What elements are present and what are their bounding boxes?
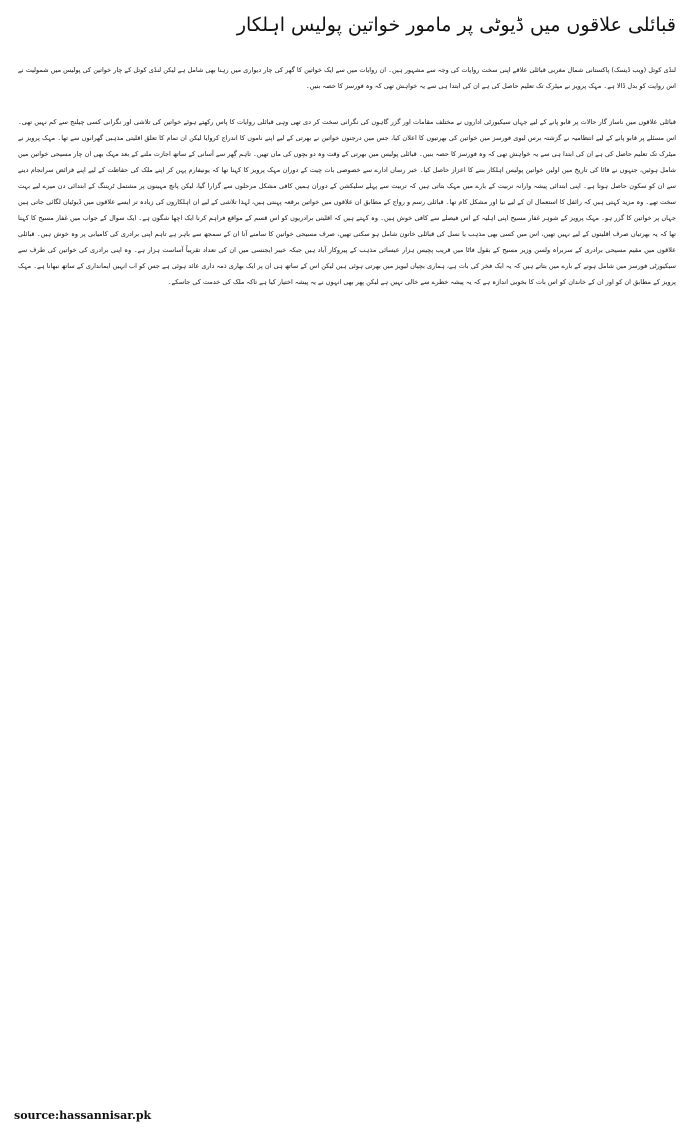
source-credit: source:hassannisar.pk: [14, 1109, 152, 1122]
article-paragraph-intro: لنڈی کوتل (ویب ڈیسک) پاکستانی شمال مغربی قبائلی علاقے اپنی سخت روایات کی وجہ سے مشہور ہیں۔ ان روایات میں سے ایک خواتین کا گھر کی چار دیواری میں رہنا بھی شامل ہے لیکن لنڈی کوتل کے چار خواتین کی پولیس میں شمولیت نے اس روایت کو بدل ڈالا ہے۔ مہک پرویز نے میٹرک تک تعلیم حاصل کی ہے ان کی ابتدا ہی سے یہ خواہش تھی کہ وہ فورسز کا حصہ بنیں۔: [18, 66, 676, 90]
article-title: قبائلی علاقوں میں ڈیوٹی پر مامور خواتین پولیس اہلکار: [236, 14, 676, 36]
article-paragraph-body: قبائلی علاقوں میں ناساز گار حالات پر قابو پانے کے لیے جہاں سیکیورٹی اداروں نے مختلف مقامات اور گزر گاہوں کی نگرانی سخت کر دی تھی وہی قبائلی روایات کا پاس رکھتے ہوئے خواتین کی تلاشی اور نگرانی کسی چیلنج سے کم نہیں تھی۔ اس مسئلے پر قابو پانے کے لیے انتظامیہ نے گزشتہ برس لیوی فورسز میں خواتین کی بھرتیوں کا اعلان کیا، جس میں درجنوں خواتین نے بھرتی کے لیے اپنے ناموں کا اندراج کروایا لیکن ان تمام کا تعلق اقلیتی مذہبی گھرانوں سے تھا۔ مہک پرویز نے میٹرک تک تعلیم حاصل کی ہے ان کی ابتدا ہی سے یہ خواہش تھی کہ وہ فورسز کا حصہ بنیں۔ قبائلی پولیس میں بھرتی کے وقت وہ دو بچوں کی ماں تھیں۔ تاہم گھر سے آسانی کے ساتھ اجازت ملنے کے بعد مہک بھی ان چار مسیحی خواتین میں شامل ہوئیں، جنہوں نے فاٹا کی تاریخ میں اولین خواتین پولیس اہلکار بننے کا اعزاز حاصل کیا۔ خبر رساں ادارے سے خصوصی بات چیت کے دوران مہک پرویز کا کہنا تھا کہ یونیفارم پہن کر اپنے ملک کی حفاظت کے لیے اپنے فرائض سرانجام دینے سے ان کو سکون حاصل ہوتا ہے۔ اپنی ابتدائی پیشہ وارانہ تربیت کے بارے میں مہک بتاتی ہیں کہ تربیت سے پہلے سلیکشن کے دوران ہمیں کافی مشکل مرحلوں سے گزارا گیا، لیکن پانچ مہینوں پر مشتمل ٹریننگ کے ابتدائی دن میرے لیے بہت سخت تھے۔ وہ مزید کہتی ہیں کہ رائفل کا استعمال ان کے لیے نیا اور مشکل کام تھا۔ قبائلی رسم و رواج کے مطابق ان علاقوں میں خواتین برقعہ پہنتی ہیں، لہذا تلاشی کے لیے ان اہلکاروں کی زیادہ تر ایسے علاقوں میں ڈیوٹیاں لگائی جاتی ہیں جہاں پر خواتین کا گزر ہو۔ مہک پرویز کے شوہر غفار مسیح اپنی اہلیہ کے اس فیصلے سے کافی خوش ہیں۔ وہ کہتے ہیں کہ اقلیتی برادریوں کو اس قسم کے مواقع فراہم کرنا ایک اچھا شگون ہے۔ ایک سوال کے جواب میں غفار مسیح کا کہنا تھا کہ یہ بھرتیاں صرف اقلیتوں کے لیے نہیں تھیں، اس میں کسی بھی مذہب یا نسل کی قبائلی خاتون شامل ہو سکتی تھیں، صرف مسیحی خواتین کا سامنے آنا ان کے سمجھ سے باہر ہے تاہم اپنی برادری کی کامیابی پر وہ خوش ہیں۔ قبائلی علاقوں میں مقیم مسیحی برادری کے سربراہ ولسن وزیر مسیح کے بقول فاٹا میں قریب پچیس ہزار عیسائی مذہب کے پیروکار آباد ہیں جبکہ خیبر ایجنسی میں ان کی تعداد تقریباً آساست ہزار ہے۔ وہ اپنی برادری کی خواتین کی طرف سے سیکیورٹی فورسز میں شامل ہونے کے بارے میں بتاتے ہیں کہ یہ ایک فخر کی بات ہے، ہماری بچیاں لیویز میں بھرتی ہوئی ہیں لیکن اس کے ساتھ ہی ان پر ایک بھاری ذمہ داری عائد ہوئی ہے جس کو اب انہیں ایمانداری کے ساتھ نبھانا ہے۔ مہک پرویز کے مطابق ان کو اور ان کے خاندان کو اس بات کا بخوبی اندازہ ہے کہ یہ پیشہ خطرے سے خالی نہیں ہے لیکن پھر بھی انہوں نے یہ پیشہ اختیار کیا ہے تاکہ ملک کی خدمت کی جاسکے۔: [18, 118, 676, 286]
